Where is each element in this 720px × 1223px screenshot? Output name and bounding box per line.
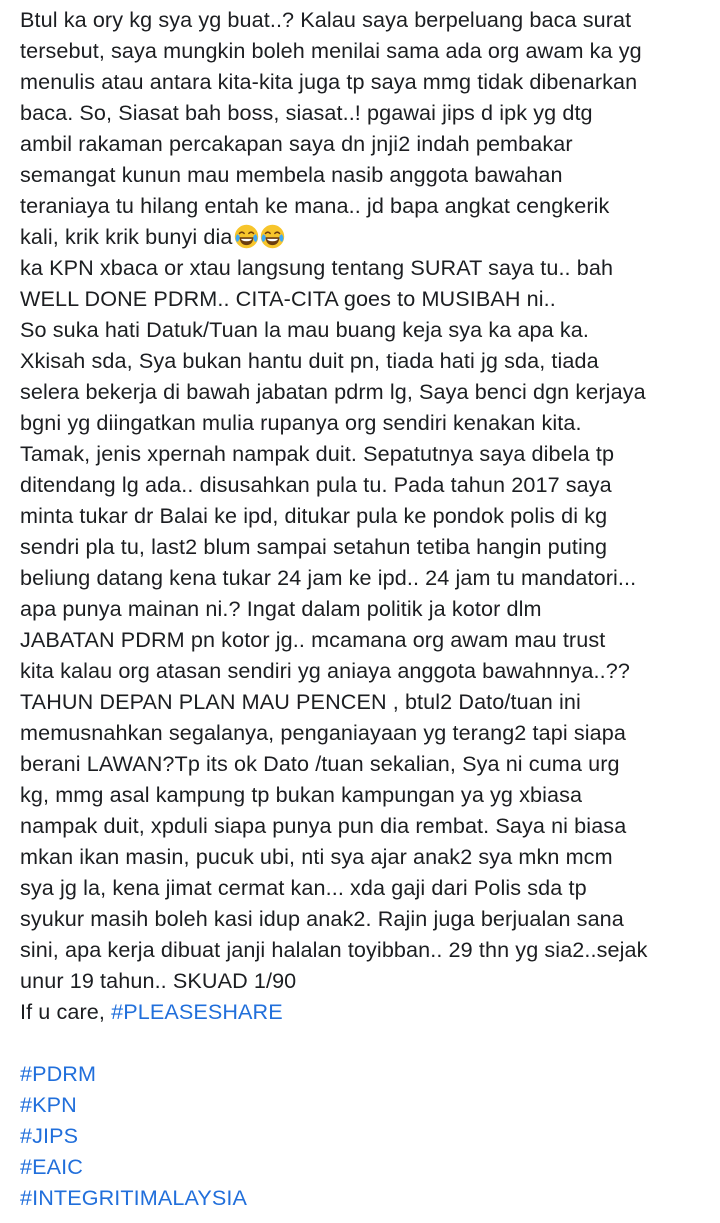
- post-line-26: kg, mmg asal kampung tp bukan kampungan ya yg xbiasa: [20, 782, 583, 807]
- post-line-24: memusnahkan segalanya, penganiayaan yg terang2 tapi siapa: [20, 720, 626, 745]
- share-prefix: If u care,: [20, 999, 112, 1024]
- face-with-tears-of-joy-icon: [260, 224, 285, 249]
- post-line-28: mkan ikan masin, pucuk ubi, nti sya ajar anak2 sya mkn mcm: [20, 844, 613, 869]
- post-line-25: berani LAWAN?Tp its ok Dato /tuan sekalian, Sya ni cuma urg: [20, 751, 620, 776]
- post-line-18: sendri pla tu, last2 blum sampai setahun tetiba hangin puting: [20, 534, 608, 559]
- face-with-tears-of-joy-icon: [234, 224, 259, 249]
- post-line-14: bgni yg diingatkan mulia rupanya org sendiri kenakan kita.: [20, 410, 582, 435]
- post-line-7: teraniaya tu hilang entah ke mana.. jd bapa angkat cengkerik: [20, 193, 610, 218]
- post-line-2: tersebut, saya mungkin boleh menilai sama ada org awam ka yg: [20, 38, 642, 63]
- post-line-4: baca. So, Siasat bah boss, siasat..! pgawai jips d ipk yg dtg: [20, 100, 593, 125]
- post-line-1: Btul ka ory kg sya yg buat..? Kalau saya berpeluang baca surat: [20, 7, 632, 32]
- post-line-20: apa punya mainan ni.? Ingat dalam politik ja kotor dlm: [20, 596, 542, 621]
- post-line-9: ka KPN xbaca or xtau langsung tentang SURAT saya tu.. bah: [20, 255, 614, 280]
- hashtag-kpn-link[interactable]: #KPN: [20, 1092, 77, 1117]
- post-line-5: ambil rakaman percakapan saya dn jnji2 indah pembakar: [20, 131, 573, 156]
- post-line-27: nampak duit, xpduli siapa punya pun dia rembat. Saya ni biasa: [20, 813, 627, 838]
- blank-line: [20, 1027, 716, 1058]
- share-line: [20, 996, 716, 1027]
- post-line-13: selera bekerja di bawah jabatan pdrm lg, Saya benci dgn kerjaya: [20, 379, 646, 404]
- hashtag-pdrm-link[interactable]: #PDRM: [20, 1061, 97, 1086]
- post-line-6: semangat kunun mau membela nasib anggota bawahan: [20, 162, 563, 187]
- post-line-21: JABATAN PDRM pn kotor jg.. mcamana org awam mau trust: [20, 627, 606, 652]
- post-line-23: TAHUN DEPAN PLAN MAU PENCEN , btul2 Dato/tuan ini: [20, 689, 581, 714]
- post-line-16: ditendang lg ada.. disusahkan pula tu. Pada tahun 2017 saya: [20, 472, 612, 497]
- post-line-31: sini, apa kerja dibuat janji halalan toyibban.. 29 thn yg sia2..sejak: [20, 937, 648, 962]
- post-line-17: minta tukar dr Balai ke ipd, ditukar pula ke pondok polis di kg: [20, 503, 608, 528]
- post-line-12: Xkisah sda, Sya bukan hantu duit pn, tiada hati jg sda, tiada: [20, 348, 599, 373]
- post-line-22: kita kalau org atasan sendiri yg aniaya anggota bawahnnya..??: [20, 658, 630, 683]
- hashtag-integritimalaysia-link[interactable]: #INTEGRITIMALAYSIA: [20, 1185, 247, 1210]
- hashtag-eaic-link[interactable]: #EAIC: [20, 1154, 83, 1179]
- post-line-10: WELL DONE PDRM.. CITA-CITA goes to MUSIBAH ni..: [20, 286, 556, 311]
- post-line-30: syukur masih boleh kasi idup anak2. Rajin juga berjualan sana: [20, 906, 624, 931]
- post-line-29: sya jg la, kena jimat cermat kan... xda gaji dari Polis sda tp: [20, 875, 587, 900]
- post-line-19: beliung datang kena tukar 24 jam ke ipd.. 24 jam tu mandatori...: [20, 565, 637, 590]
- post-line-11: So suka hati Datuk/Tuan la mau buang keja sya ka apa ka.: [20, 317, 589, 342]
- post-line-15: Tamak, jenis xpernah nampak duit. Sepatutnya saya dibela tp: [20, 441, 615, 466]
- hashtag-pleaseshare-link[interactable]: #PLEASESHARE: [111, 999, 283, 1024]
- post-body: [20, 4, 716, 1213]
- post-line-8-wrap: [20, 221, 716, 252]
- post-line-32: unur 19 tahun.. SKUAD 1/90: [20, 968, 297, 993]
- post-line-3: menulis atau antara kita-kita juga tp saya mmg tidak dibenarkan: [20, 69, 638, 94]
- post-line-8: kali, krik krik bunyi dia: [20, 224, 233, 249]
- hashtag-jips-link[interactable]: #JIPS: [20, 1123, 79, 1148]
